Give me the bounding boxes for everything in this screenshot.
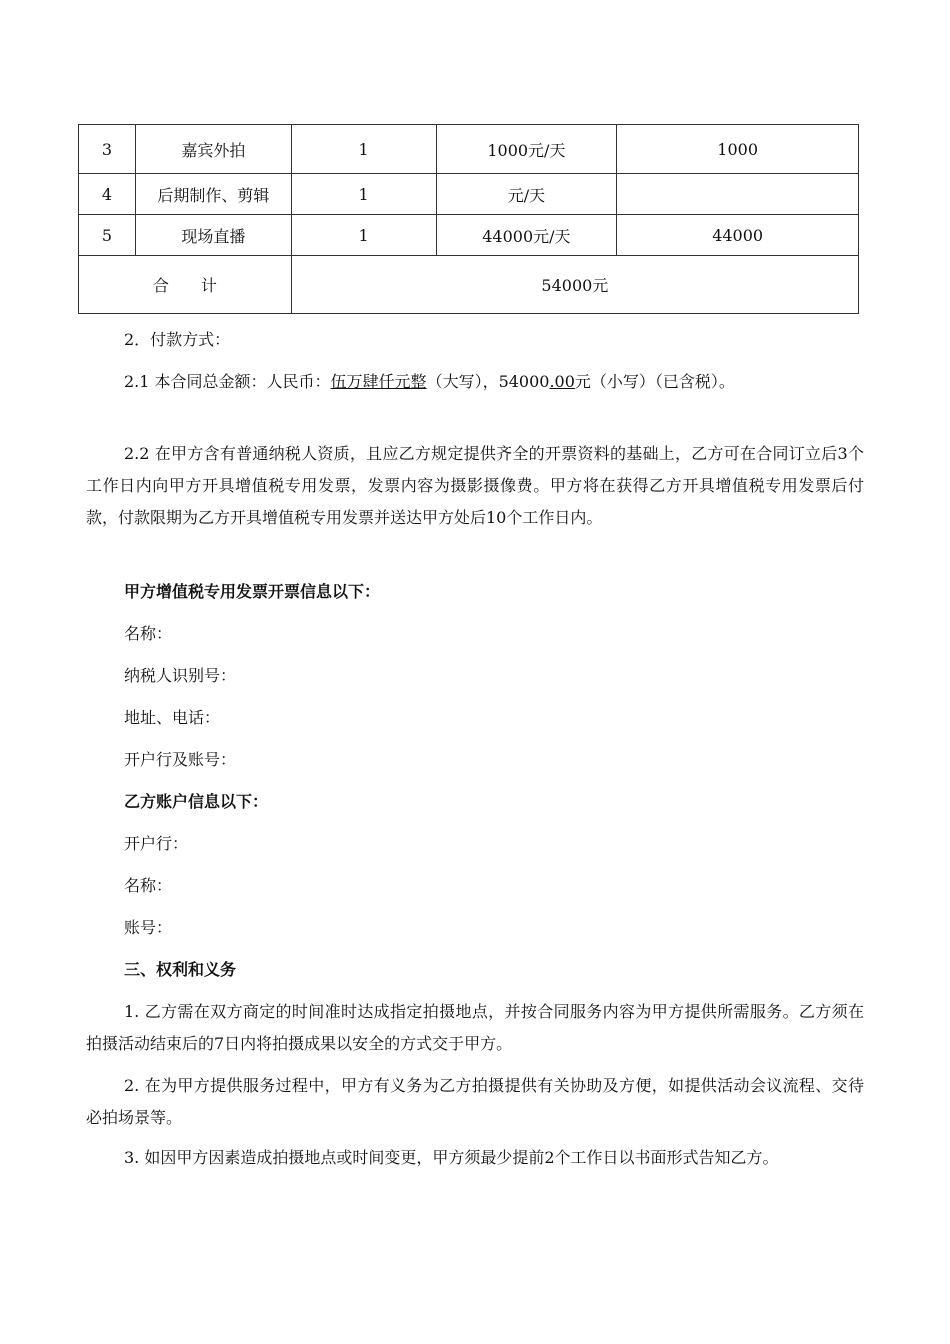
party-a-tax-id: 纳税人识别号： — [124, 666, 237, 685]
row-number: 4 — [79, 174, 136, 215]
amount: 44000 — [617, 215, 859, 256]
rights-item: 2. 在为甲方提供服务过程中，甲方有义务为乙方拍摄提供有关协助及方便，如提供活动会议流程、交待必拍场景等。 — [86, 1076, 864, 1127]
total-middle: （大写），54000 — [426, 372, 550, 391]
party-a-name: 名称： — [124, 624, 173, 643]
table-row — [79, 125, 859, 174]
total-amount-line — [124, 372, 735, 392]
party-b-account-heading: 乙方账户信息以下： — [124, 792, 269, 811]
row-number: 5 — [79, 215, 136, 256]
amount — [617, 174, 859, 215]
party-a-address-phone: 地址、电话： — [124, 708, 221, 727]
rights-item: 1. 乙方需在双方商定的时间准时达成指定拍摄地点，并按合同服务内容为甲方提供所需服务。乙方须在拍摄活动结束后的7日内将拍摄成果以安全的方式交于甲方。 — [86, 1002, 864, 1053]
party-b-name: 名称： — [124, 876, 173, 895]
service-item: 现场直播 — [135, 215, 291, 256]
total-value: 54000元 — [291, 256, 858, 314]
total-decimal: .00 — [549, 372, 575, 391]
total-label: 合 计 — [79, 256, 292, 314]
table-row — [79, 215, 859, 256]
party-a-invoice-heading: 甲方增值税专用发票开票信息以下： — [124, 582, 381, 601]
quantity: 1 — [291, 174, 436, 215]
table-row — [79, 174, 859, 215]
unit-price: 44000元/天 — [436, 215, 617, 256]
row-number: 3 — [79, 125, 136, 174]
quantity: 1 — [291, 215, 436, 256]
total-prefix: 2.1 本合同总金额：人民币： — [124, 372, 331, 391]
payment-heading: 2．付款方式： — [124, 330, 231, 349]
invoice-paragraph: 2.2 在甲方含有普通纳税人资质，且应乙方规定提供齐全的开票资料的基础上，乙方可在合同订立后3个工作日内向甲方开具增值税专用发票，发票内容为摄影摄像费。甲方将在获得乙方开具增值税专用发票后付款，付款限期为乙方开具增值税专用发票并送达甲方处后10个工作日内。 — [86, 444, 864, 527]
total-suffix: 元（小写）（已含税）。 — [574, 372, 735, 391]
amount: 1000 — [617, 125, 859, 174]
fee-table — [78, 124, 859, 314]
service-item: 后期制作、剪辑 — [135, 174, 291, 215]
unit-price: 1000元/天 — [436, 125, 617, 174]
rights-heading: 三、权利和义务 — [124, 960, 237, 979]
total-row — [79, 256, 859, 314]
quantity: 1 — [291, 125, 436, 174]
party-a-bank-account: 开户行及账号： — [124, 750, 237, 769]
unit-price: 元/天 — [436, 174, 617, 215]
service-item: 嘉宾外拍 — [135, 125, 291, 174]
rights-item: 3. 如因甲方因素造成拍摄地点或时间变更，甲方须最少提前2个工作日以书面形式告知乙方。 — [124, 1148, 779, 1167]
party-b-account: 账号： — [124, 918, 173, 937]
total-upper: 伍万肆仟元整 — [330, 372, 427, 391]
party-b-bank: 开户行： — [124, 834, 189, 853]
